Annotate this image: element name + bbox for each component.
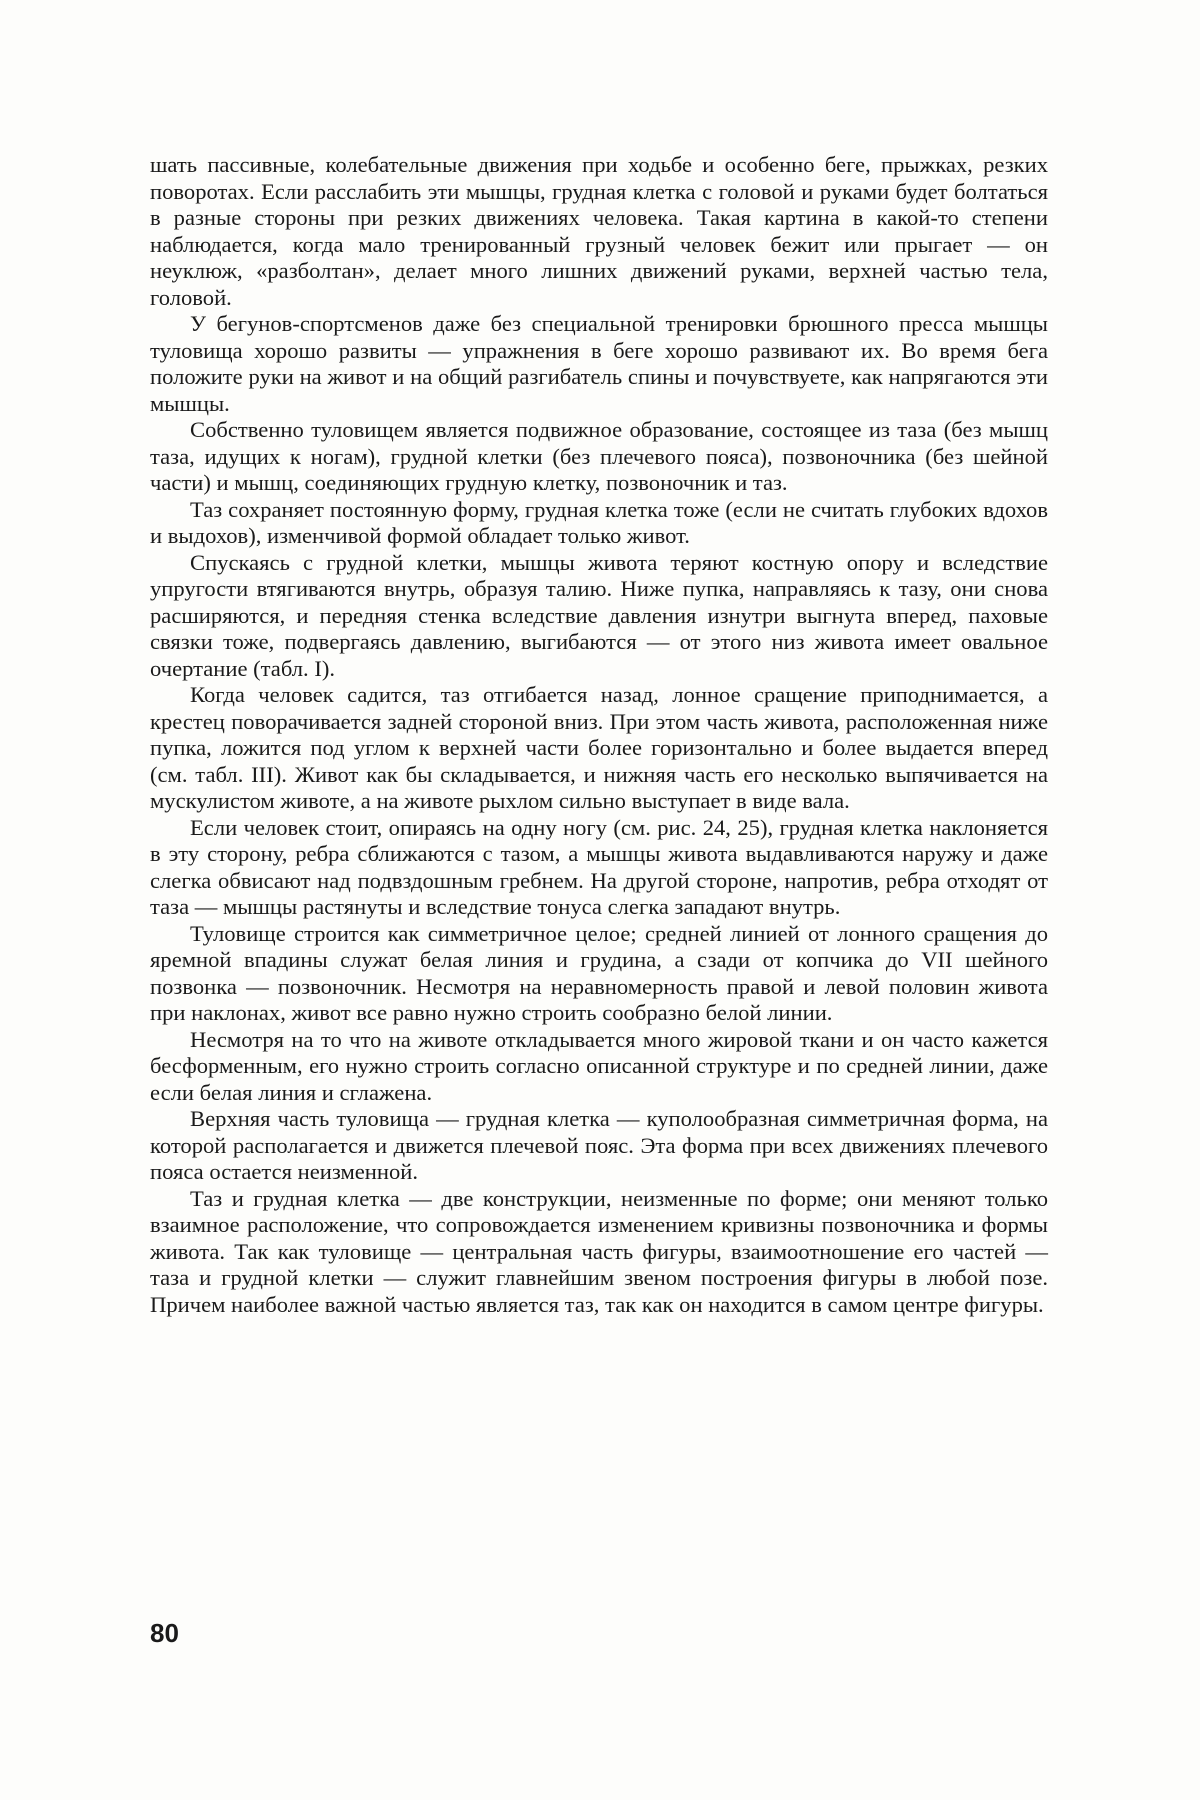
paragraph: Туловище строится как симметричное целое; средней линией от лонного сращения до яремной впадины служат белая линия и грудина, а сзади от копчика до VII шейного позвонка — позвоночник. Несмотря на неравномерность правой и левой половин живота при наклонах, живот все равно нужно строить сообразно белой линии.	[150, 920, 1048, 1025]
paragraph: Когда человек садится, таз отгибается назад, лонное сращение приподнимается, а крестец поворачивается задней стороной вниз. При этом часть живота, расположенная ниже пупка, ложится под углом к верхней части более горизонтально и более выдается вперед (см. табл. III). Живот как бы складывается, и нижняя часть его несколько выпячивается на мускулистом животе, а на животе рыхлом сильно выступает в виде вала.	[150, 682, 1048, 813]
paragraph: шать пассивные, колебательные движения при ходьбе и особенно беге, прыжках, резких поворотах. Если расслабить эти мышцы, грудная клетка с головой и руками будет болтаться в разные стороны при резких движениях человека. Такая картина в какой-то степени наблюдается, когда мало тренированный грузный человек бежит или прыгает — он неуклюж, «разболтан», делает много лишних движений руками, верхней частью тела, головой.	[150, 152, 1048, 310]
paragraph: Таз и грудная клетка — две конструкции, неизменные по форме; они меняют только взаимное расположение, что сопровождается изменением кривизны позвоночника и формы живота. Так как туловище — центральная часть фигуры, взаимоотношение его частей — таза и грудной клетки — служит главнейшим звеном построения фигуры в любой позе. Причем наиболее важной частью является таз, так как он находится в самом центре фигуры.	[150, 1185, 1048, 1317]
paragraph: Таз сохраняет постоянную форму, грудная клетка тоже (если не считать глубоких вдохов и выдохов), изменчивой формой обладает только живот.	[150, 496, 1048, 548]
paragraph: Верхняя часть туловища — грудная клетка — куполообразная симметричная форма, на которой располагается и движется плечевой пояс. Эта форма при всех движениях плечевого пояса остается неизменной.	[150, 1106, 1048, 1184]
page-number: 80	[150, 1618, 179, 1648]
paragraph: У бегунов-спортсменов даже без специальной тренировки брюшного пресса мышцы туловища хорошо развиты — упражнения в беге хорошо развивают их. Во время бега положите руки на живот и на общий разгибатель спины и почувствуете, как напрягаются эти мышцы.	[150, 311, 1048, 416]
paragraph: Спускаясь с грудной клетки, мышцы живота теряют костную опору и вследствие упругости втягиваются внутрь, образуя талию. Ниже пупка, направляясь к тазу, они снова расширяются, и передняя стенка вследствие давления изнутри выгнута вперед, паховые связки тоже, подвергаясь давлению, выгибаются — от этого низ живота имеет овальное очертание (табл. I).	[150, 549, 1048, 681]
paragraph: Несмотря на то что на животе откладывается много жировой ткани и он часто кажется бесформенным, его нужно строить согласно описанной структуре и по средней линии, даже если белая линия и сглажена.	[150, 1026, 1048, 1105]
paragraph: Если человек стоит, опираясь на одну ногу (см. рис. 24, 25), грудная клетка наклоняется в эту сторону, ребра сближаются с тазом, а мышцы живота выдавливаются наружу и даже слегка обвисают над подвздошным гребнем. На другой стороне, напротив, ребра отходят от таза — мышцы растянуты и вследствие тонуса слегка западают внутрь.	[150, 814, 1048, 919]
body-text	[150, 152, 1048, 1318]
paragraph: Собственно туловищем является подвижное образование, состоящее из таза (без мышц таза, идущих к ногам), грудной клетки (без плечевого пояса), позвоночника (без шейной части) и мышц, соединяющих грудную клетку, позвоночник и таз.	[150, 417, 1048, 495]
